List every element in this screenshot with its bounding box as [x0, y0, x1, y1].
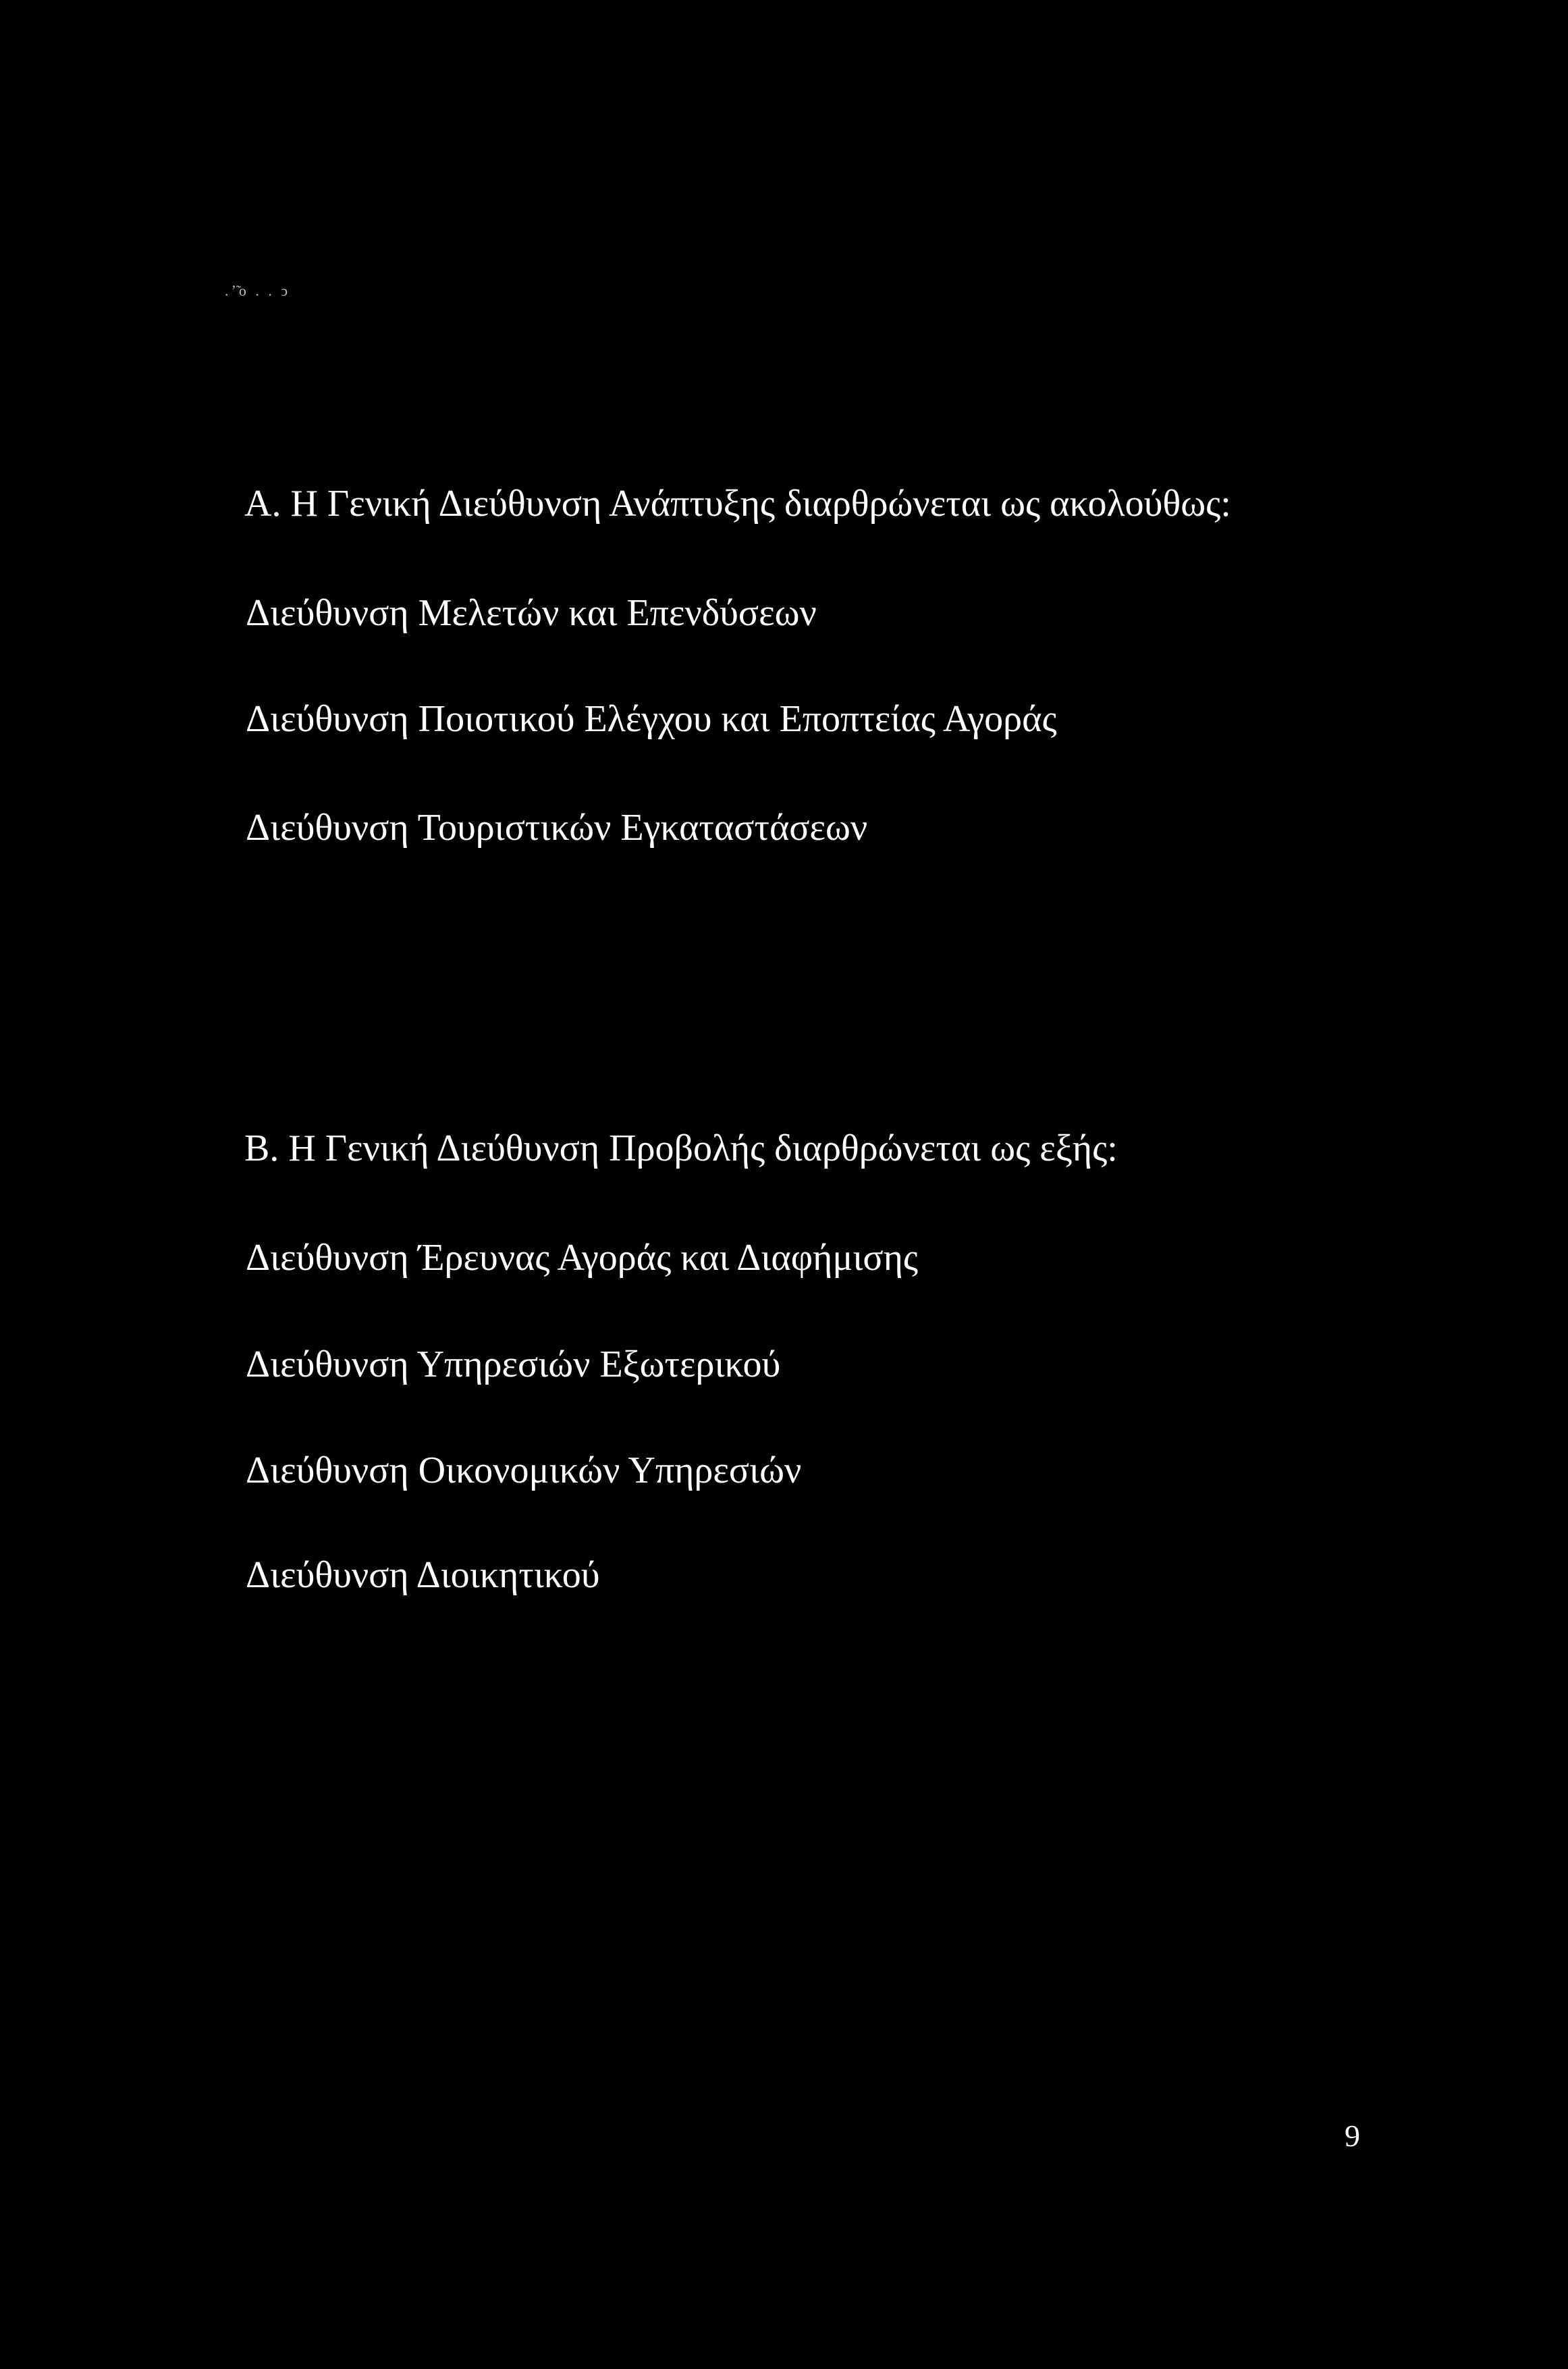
section-b-heading: Β. Η Γενική Διεύθυνση Προβολής διαρθρώνεται ως εξής: [244, 1127, 1118, 1169]
section-b-item: Διεύθυνση Υπηρεσιών Εξωτερικού [246, 1343, 781, 1385]
section-a-item: Διεύθυνση Μελετών και Επενδύσεων [246, 592, 817, 634]
section-a-heading: Α. Η Γενική Διεύθυνση Ανάπτυξης διαρθρώνεται ως ακολούθως: [244, 483, 1231, 525]
page-number: 9 [1345, 2119, 1360, 2153]
section-a-item: Διεύθυνση Ποιοτικού Ελέγχου και Εποπτείας Αγοράς [246, 698, 1057, 740]
scan-artifact: .ʼ̃ο . . ͻ [225, 282, 291, 299]
section-b-item: Διεύθυνση Διοικητικού [246, 1554, 600, 1596]
section-b-item: Διεύθυνση Έρευνας Αγοράς και Διαφήμισης [246, 1237, 919, 1279]
section-a-item: Διεύθυνση Τουριστικών Εγκαταστάσεων [246, 807, 868, 849]
section-b-item: Διεύθυνση Οικονομικών Υπηρεσιών [246, 1449, 802, 1491]
